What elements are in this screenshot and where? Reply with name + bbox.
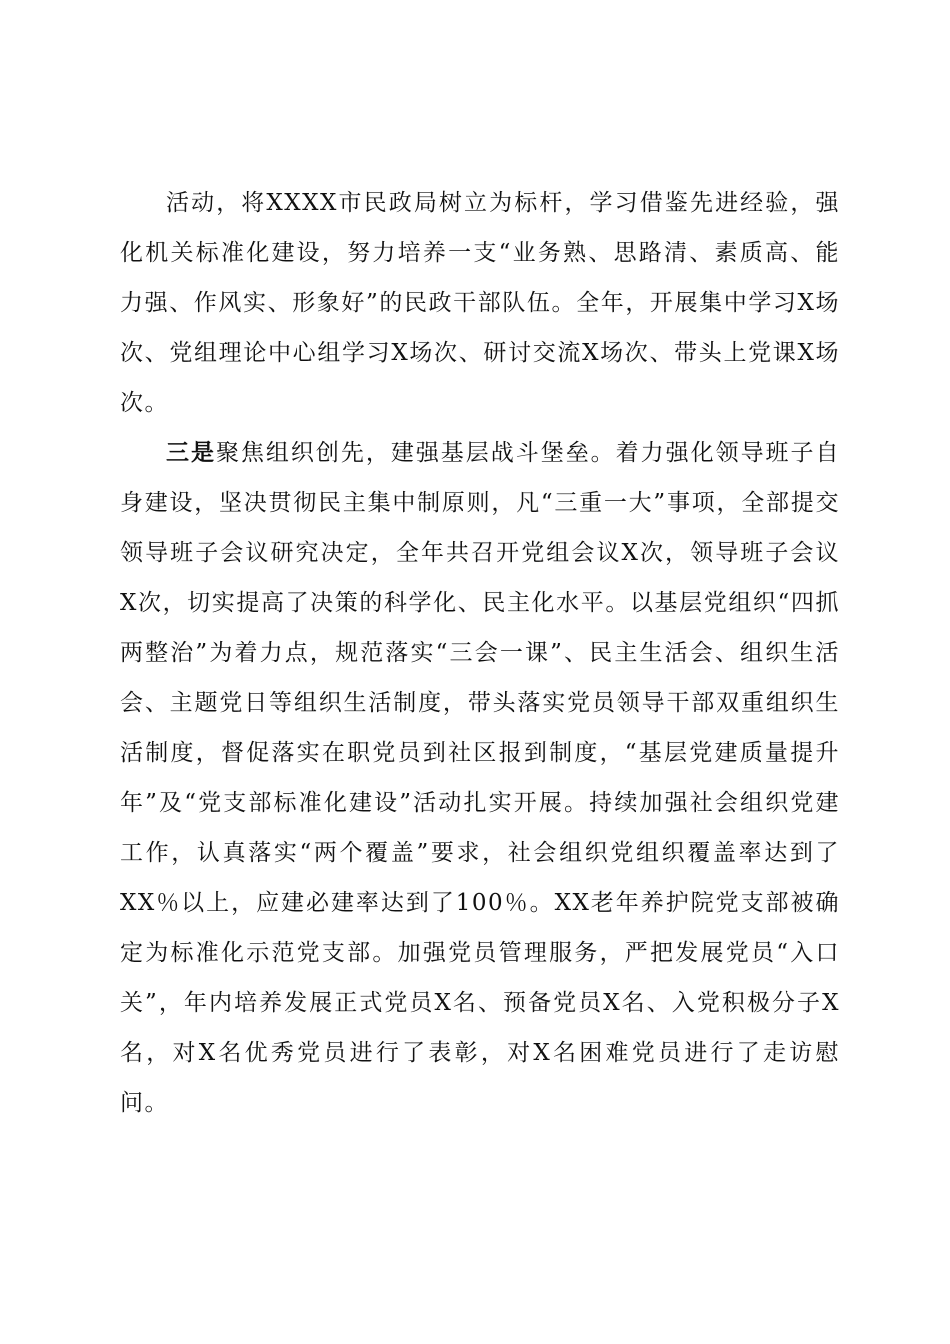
paragraph-activities <box>120 178 840 428</box>
document-body <box>120 178 840 1128</box>
paragraph-organization-text: 聚焦组织创先，建强基层战斗堡垒。着力强化领导班子自身建设，坚决贯彻民主集中制原则，凡“三重一大”事项，全部提交领导班子会议研究决定，全年共召开党组会议X次，领导班子会议X次，切实提高了决策的科学化、民主化水平。以基层党组织“四抓两整治”为着力点，规范落实“三会一课”、民主生活会、组织生活会、主题党日等组织生活制度，带头落实党员领导干部双重组织生活制度，督促落实在职党员到社区报到制度，“基层党建质量提升年”及“党支部标准化建设”活动扎实开展。持续加强社会组织党建工作，认真落实“两个覆盖”要求，社会组织党组织覆盖率达到了XX％以上，应建必建率达到了100％。XX老年养护院党支部被确定为标准化示范党支部。加强党员管理服务，严把发展党员“入口关”，年内培养发展正式党员X名、预备党员X名、入党积极分子X名，对X名优秀党员进行了表彰，对X名困难党员进行了走访慰问。 <box>120 440 841 1116</box>
paragraph-lead-heading: 三是 <box>166 440 216 466</box>
paragraph-activities-text: 活动，将XXXX市民政局树立为标杆，学习借鉴先进经验，强化机关标准化建设，努力培养一支“业务熟、思路清、素质高、能力强、作风实、形象好”的民政干部队伍。全年，开展集中学习X场次、党组理论中心组学习X场次、研讨交流X场次、带头上党课X场次。 <box>120 190 840 416</box>
paragraph-organization <box>120 428 840 1128</box>
